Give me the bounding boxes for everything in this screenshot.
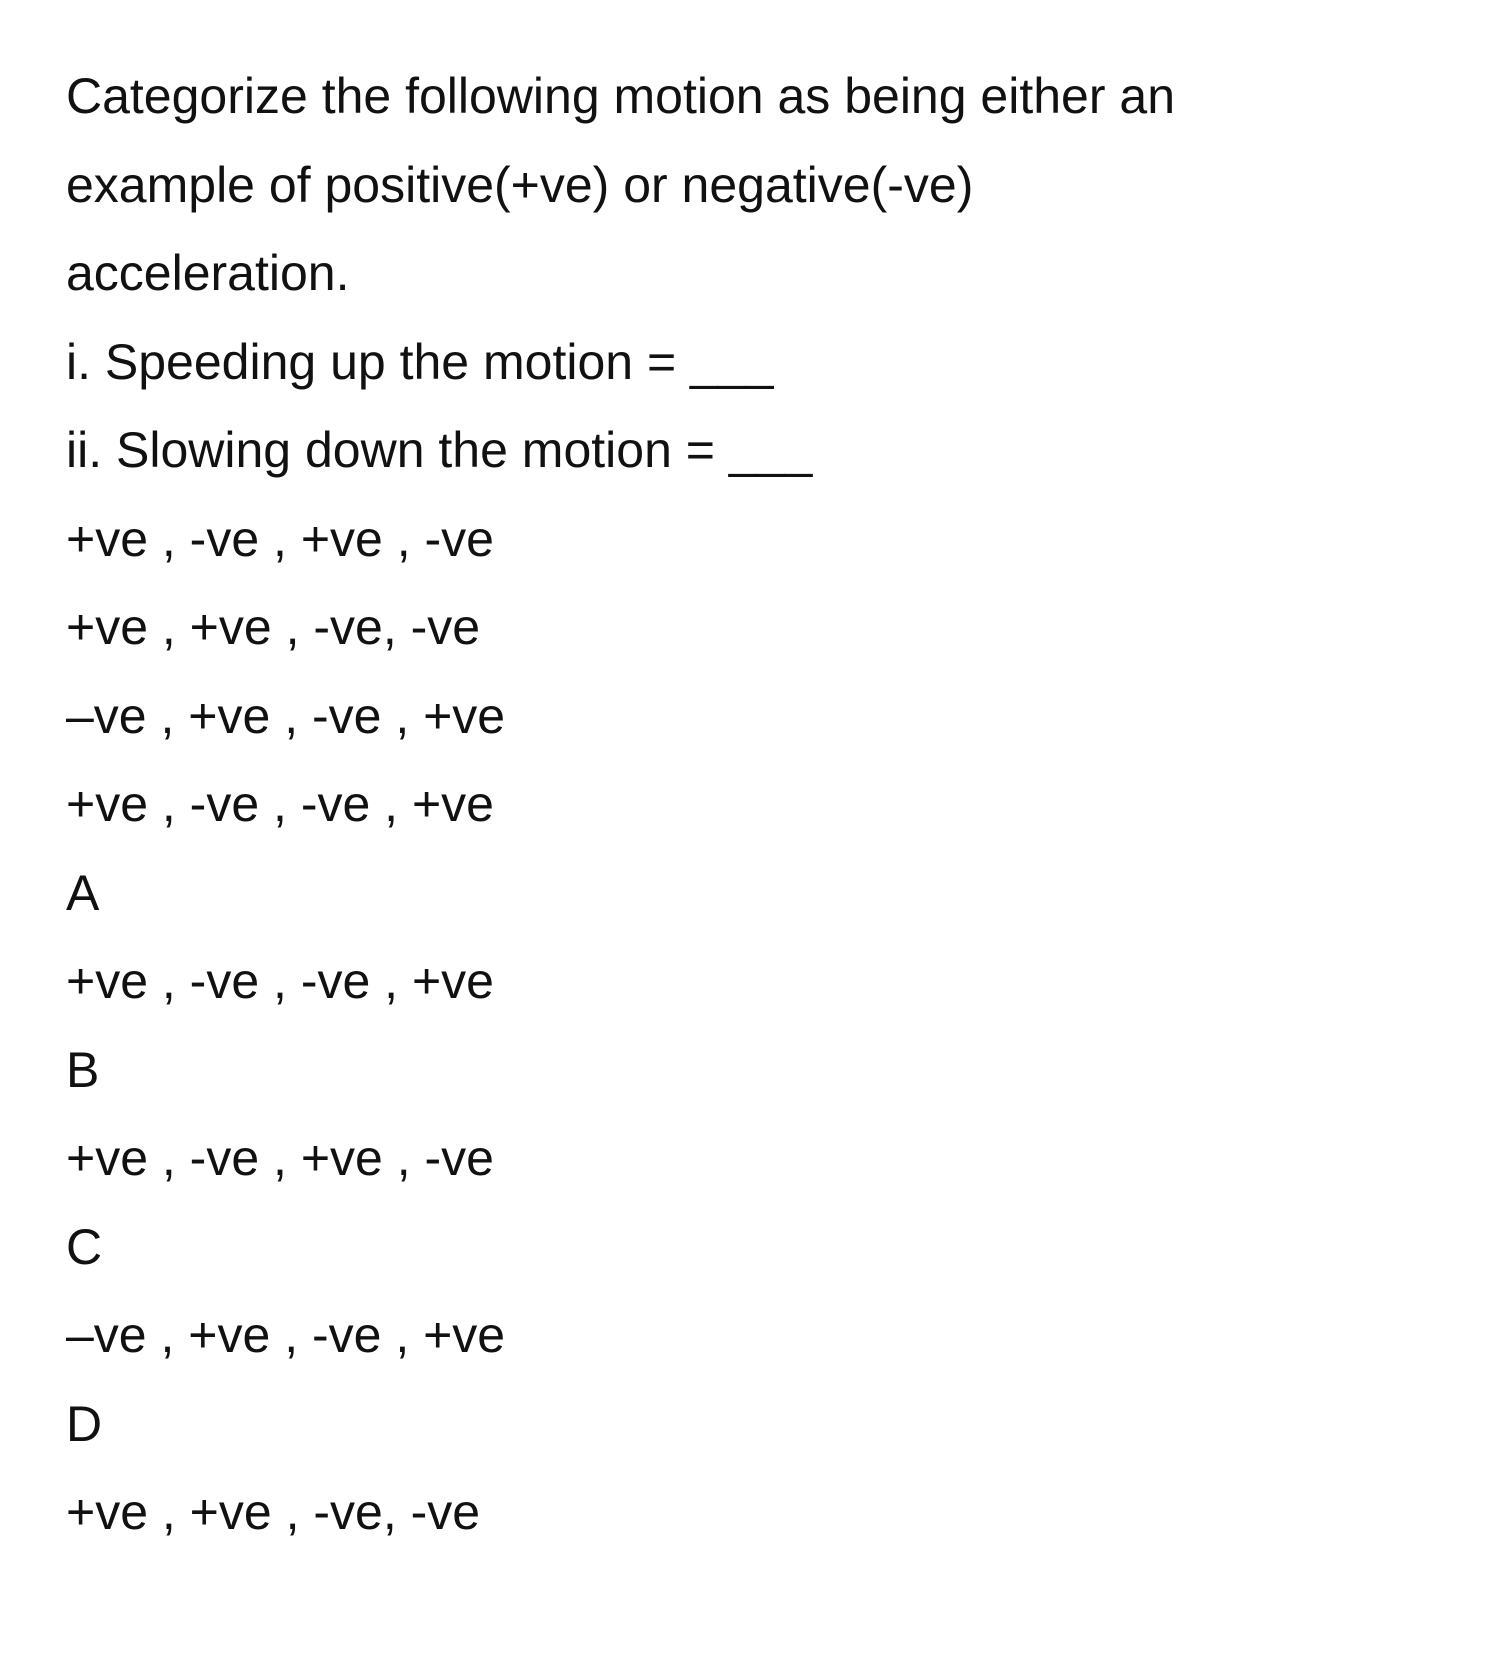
choice-a-text[interactable]: +ve , -ve , -ve , +ve: [66, 953, 494, 1009]
listed-option-4: +ve , -ve , -ve , +ve: [66, 776, 494, 832]
listed-option-2: +ve , +ve , -ve, -ve: [66, 599, 481, 655]
question-line-3: acceleration.: [66, 245, 350, 301]
choice-b-text[interactable]: +ve , -ve , +ve , -ve: [66, 1130, 494, 1186]
question-item-i: i. Speeding up the motion = ___: [66, 333, 774, 390]
listed-option-1: +ve , -ve , +ve , -ve: [66, 510, 494, 567]
choice-b-letter[interactable]: B: [66, 1041, 100, 1098]
choice-c-text[interactable]: –ve , +ve , -ve , +ve: [66, 1307, 506, 1363]
question-item-ii: ii. Slowing down the motion = ___: [66, 422, 813, 478]
question-document: [66, 52, 1466, 1557]
choice-a-letter[interactable]: A: [66, 864, 100, 921]
question-line-2: example of positive(+ve) or negative(-ve): [66, 156, 974, 213]
listed-option-3: –ve , +ve , -ve , +ve: [66, 687, 506, 744]
choice-d-text[interactable]: +ve , +ve , -ve, -ve: [66, 1484, 481, 1540]
choice-c-letter[interactable]: C: [66, 1218, 103, 1275]
question-line-1: Categorize the following motion as being either an: [66, 68, 1176, 124]
choice-d-letter[interactable]: D: [66, 1395, 103, 1452]
